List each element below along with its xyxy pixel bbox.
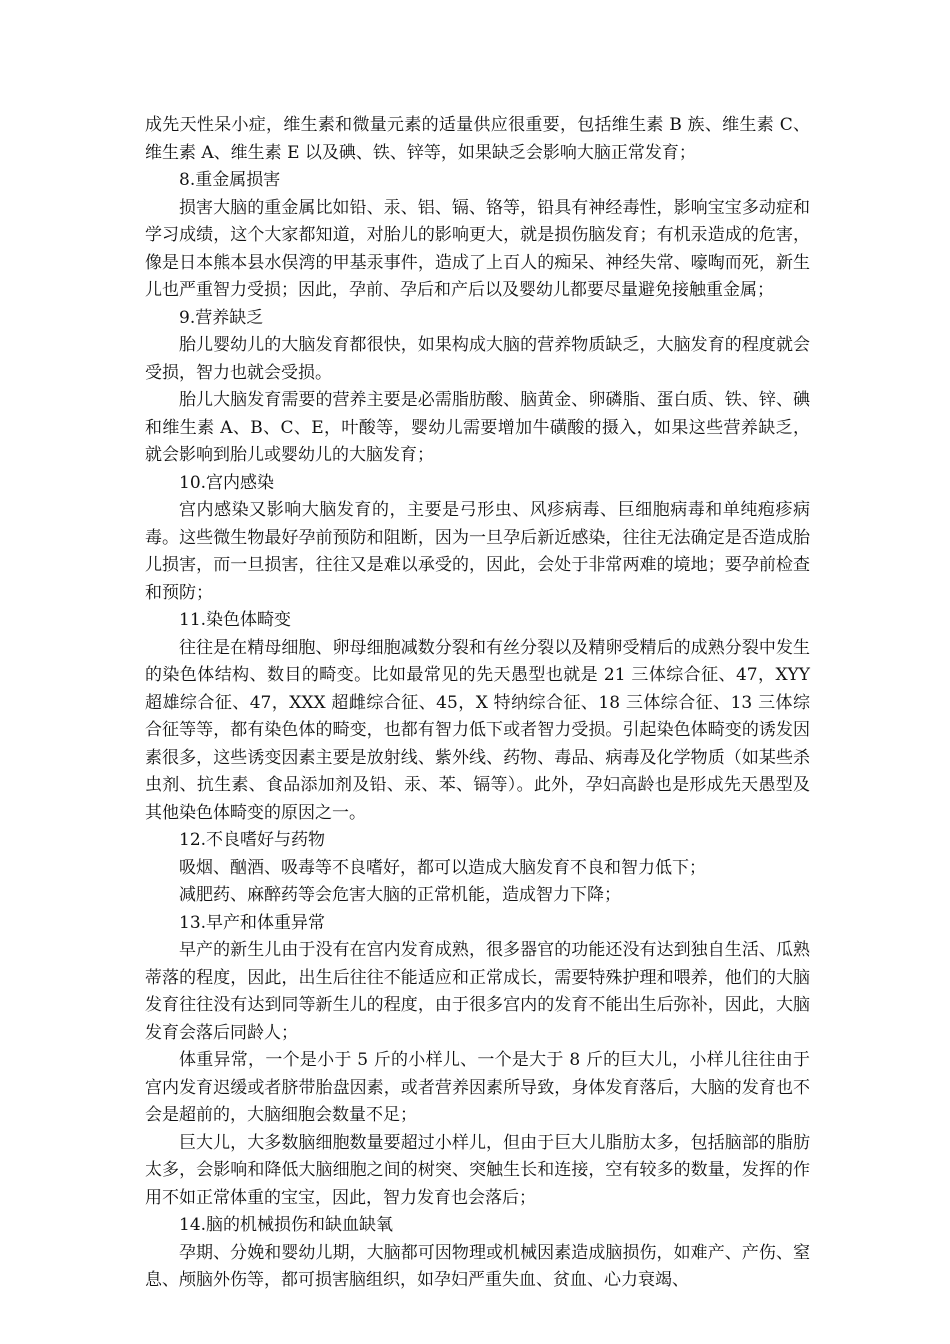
section-heading: 11.染色体畸变 xyxy=(179,610,292,630)
section-heading: 9.营养缺乏 xyxy=(179,307,264,328)
section-heading: 13.早产和体重异常 xyxy=(179,912,326,933)
section-heading: 8.重金属损害 xyxy=(179,170,281,190)
section-heading: 10.宫内感染 xyxy=(179,472,275,493)
paragraph: 宫内感染又影响大脑发育的，主要是弓形虫、风疹病毒、巨细胞病毒和单纯疱疹病毒。这些微生物最好孕前预防和阻断，因为一旦孕后新近感染，往往无法确定是否造成胎儿损害，而一旦损害，往往又是难以承受的，因此，会处于非常两难的境地；要孕前检查和预防； xyxy=(145,500,810,603)
paragraph: 胎儿婴幼儿的大脑发育都很快，如果构成大脑的营养物质缺乏，大脑发育的程度就会受损，智力也就会受损。 xyxy=(145,335,810,383)
paragraph: 吸烟、酗酒、吸毒等不良嗜好，都可以造成大脑发育不良和智力低下； xyxy=(179,857,706,878)
paragraph: 胎儿大脑发育需要的营养主要是必需脂肪酸、脑黄金、卵磷脂、蛋白质、铁、锌、碘和维生素 A、B、C、E，叶酸等，婴幼儿需要增加牛磺酸的摄入，如果这些营养缺乏，就会影响到胎儿或婴幼儿的大脑发育； xyxy=(145,390,810,465)
paragraph: 体重异常，一个是小于 5 斤的小样儿、一个是大于 8 斤的巨大儿，小样儿往往由于宫内发育迟缓或者脐带胎盘因素，或者营养因素所导致，身体发育落后，大脑的发育也不会是超前的，大脑细胞会数量不足； xyxy=(145,1050,810,1125)
paragraph: 孕期、分娩和婴幼儿期，大脑都可因物理或机械因素造成脑损伤，如难产、产伤、窒息、颅脑外伤等，都可损害脑组织，如孕妇严重失血、贫血、心力衰竭、 xyxy=(145,1242,810,1290)
paragraph: 往往是在精母细胞、卵母细胞减数分裂和有丝分裂以及精卵受精后的成熟分裂中发生的染色体结构、数目的畸变。比如最常见的先天愚型也就是 21 三体综合征、47，XYY 超雄综合征、47，XXX 超雌综合征、45，X 特纳综合征、18 三体综合征、13 三体综合征等等，都有染色体的畸变，也都有智力低下或者智力受损。引起染色体畸变的诱发因素很多，这些诱变因素主要是放射线、紫外线、药物、毒品、病毒及化学物质（如某些杀虫剂、抗生素、食品添加剂及铅、汞、苯、镉等）。此外，孕妇高龄也是形成先天愚型及其他染色体畸变的原因之一。 xyxy=(145,637,810,823)
section-heading: 14.脑的机械损伤和缺血缺氧 xyxy=(179,1215,394,1235)
section-heading: 12.不良嗜好与药物 xyxy=(179,830,326,850)
paragraph: 成先天性呆小症，维生素和微量元素的适量供应很重要，包括维生素 B 族、维生素 C、维生素 A、维生素 E 以及碘、铁、锌等，如果缺乏会影响大脑正常发育； xyxy=(145,115,810,163)
paragraph: 巨大儿，大多数脑细胞数量要超过小样儿，但由于巨大儿脂肪太多，包括脑部的脂肪太多，会影响和降低大脑细胞之间的树突、突触生长和连接，空有较多的数量，发挥的作用不如正常体重的宝宝，因此，智力发育也会落后； xyxy=(145,1132,810,1208)
paragraph: 早产的新生儿由于没有在宫内发育成熟，很多器官的功能还没有达到独自生活、瓜熟蒂落的程度，因此，出生后往往不能适应和正常成长，需要特殊护理和喂养，他们的大脑发育往往没有达到同等新生儿的程度，由于很多宫内的发育不能出生后弥补，因此，大脑发育会落后同龄人； xyxy=(145,940,810,1043)
document-body xyxy=(145,112,810,1295)
paragraph: 损害大脑的重金属比如铅、汞、铝、镉、铬等，铅具有神经毒性，影响宝宝多动症和学习成绩，这个大家都知道，对胎儿的影响更大，就是损伤脑发育；有机汞造成的危害，像是日本熊本县水俣湾的甲基汞事件，造成了上百人的痴呆、神经失常、嚎啕而死，新生儿也严重智力受损；因此，孕前、孕后和产后以及婴幼儿都要尽量避免接触重金属； xyxy=(145,197,810,300)
paragraph: 减肥药、麻醉药等会危害大脑的正常机能，造成智力下降； xyxy=(179,885,621,905)
